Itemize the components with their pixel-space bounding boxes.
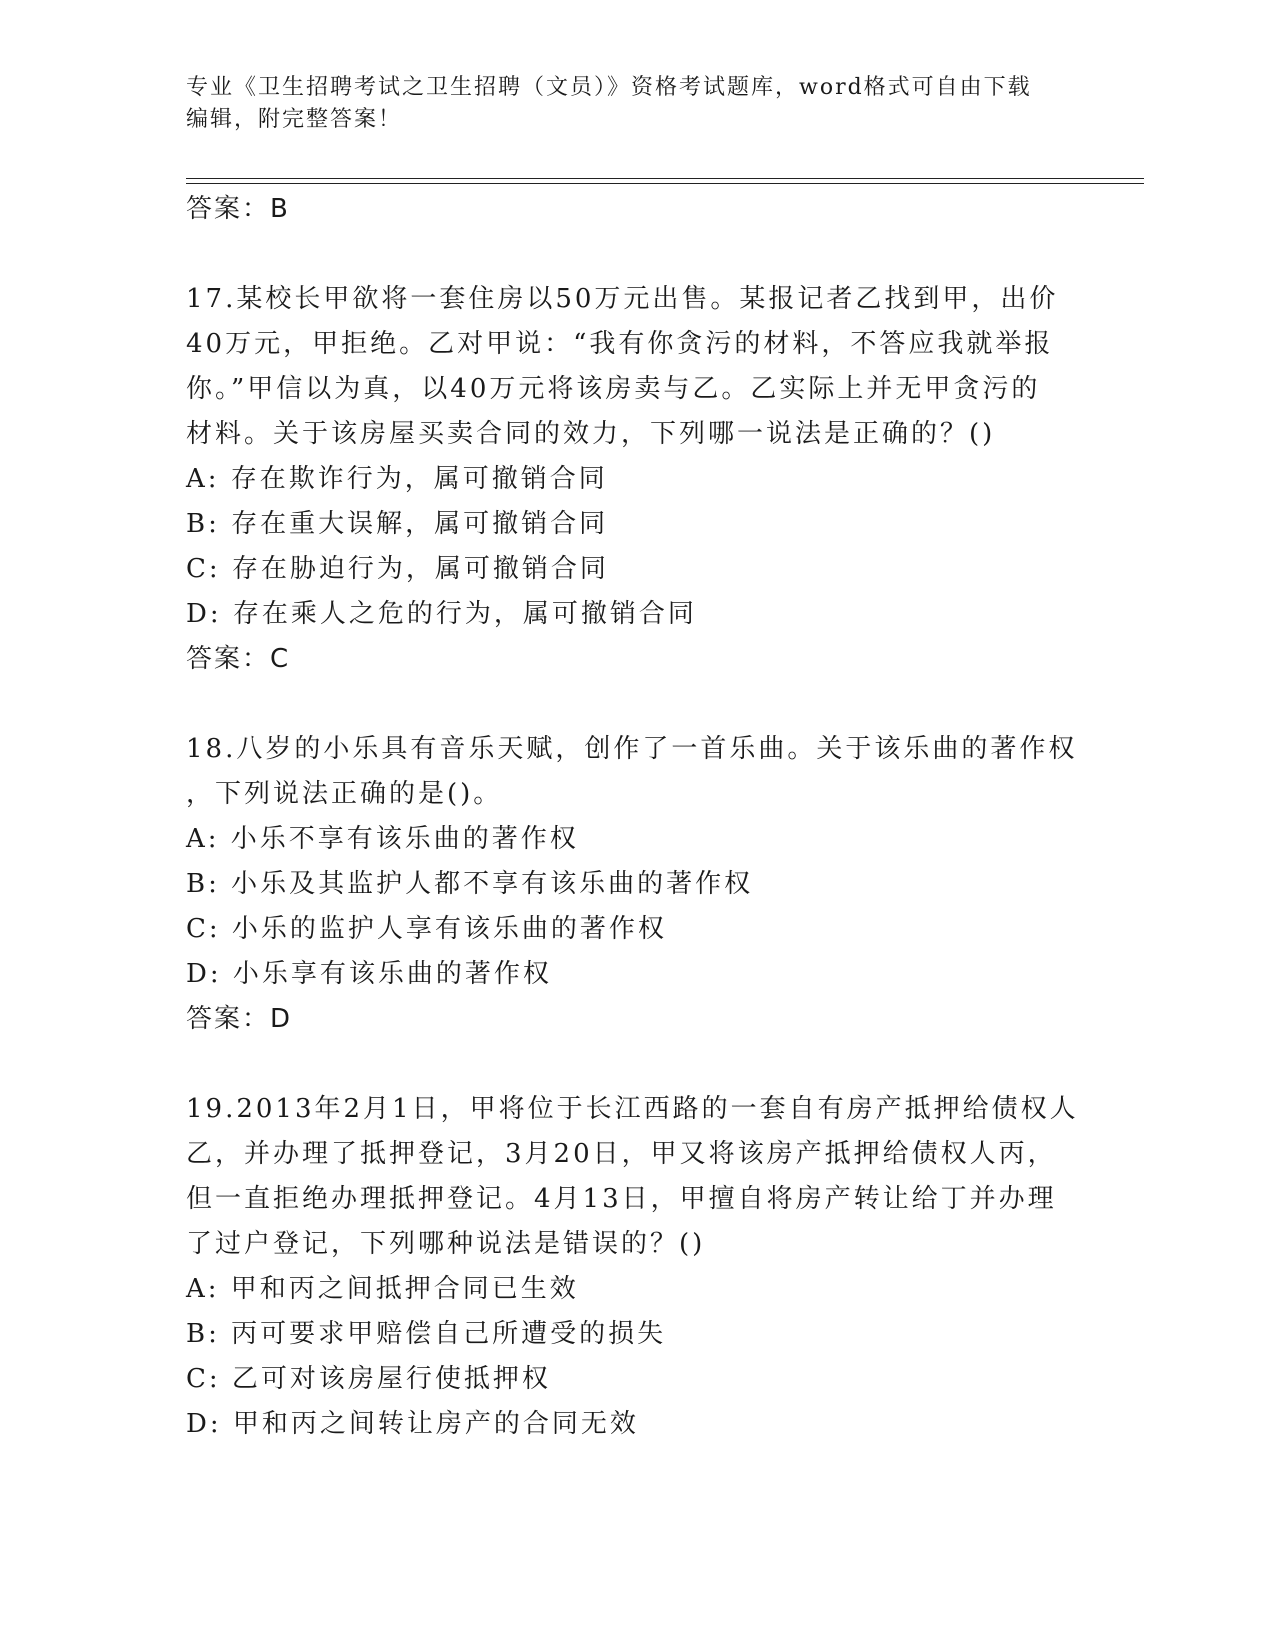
question-17-line-4: 材料。关于该房屋买卖合同的效力，下列哪一说法是正确的？()	[186, 419, 996, 449]
answer-previous: 答案：B	[186, 194, 290, 224]
header-line-2: 编辑，附完整答案！	[186, 107, 403, 132]
header-divider-bottom	[186, 183, 1144, 184]
question-18-option-c: C: 小乐的监护人享有该乐曲的著作权	[186, 914, 667, 944]
question-18-option-d: D: 小乐享有该乐曲的著作权	[186, 959, 552, 989]
question-19-option-d: D: 甲和丙之间转让房产的合同无效	[186, 1409, 639, 1439]
question-18	[186, 727, 1086, 1042]
question-17-answer: 答案：C	[186, 644, 291, 674]
question-18-option-a: A: 小乐不享有该乐曲的著作权	[186, 824, 579, 854]
question-17-option-b: B: 存在重大误解，属可撤销合同	[186, 509, 609, 539]
question-19-option-b: B: 丙可要求甲赔偿自己所遭受的损失	[186, 1319, 667, 1349]
question-19-line-3: 但一直拒绝办理抵押登记。4月13日，甲擅自将房产转让给丁并办理	[186, 1184, 1057, 1214]
header-divider-top	[186, 178, 1144, 179]
question-17-line-1: 17.某校长甲欲将一套住房以50万元出售。某报记者乙找到甲，出价	[186, 284, 1059, 314]
question-17-option-d: D: 存在乘人之危的行为，属可撤销合同	[186, 599, 697, 629]
question-18-line-1: 18.八岁的小乐具有音乐天赋，创作了一首乐曲。关于该乐曲的著作权	[186, 734, 1078, 764]
question-19-option-a: A: 甲和丙之间抵押合同已生效	[186, 1274, 579, 1304]
question-19-line-2: 乙，并办理了抵押登记，3月20日，甲又将该房产抵押给债权人丙，	[186, 1139, 1057, 1169]
question-18-line-2: ，下列说法正确的是()。	[186, 779, 503, 809]
header-line-1: 专业《卫生招聘考试之卫生招聘（文员）》资格考试题库，word格式可自由下载	[186, 75, 1032, 100]
question-17-option-a: A: 存在欺诈行为，属可撤销合同	[186, 464, 608, 494]
question-content	[186, 187, 1086, 1447]
question-19	[186, 1087, 1086, 1447]
question-17-option-c: C: 存在胁迫行为，属可撤销合同	[186, 554, 609, 584]
spacer	[186, 232, 1086, 277]
question-19-line-4: 了过户登记，下列哪种说法是错误的？()	[186, 1229, 706, 1259]
question-19-line-1: 19.2013年2月1日，甲将位于长江西路的一套自有房产抵押给债权人	[186, 1094, 1079, 1124]
question-17-line-3: 你。”甲信以为真，以40万元将该房卖与乙。乙实际上并无甲贪污的	[186, 374, 1041, 404]
spacer	[186, 1042, 1086, 1087]
question-19-option-c: C: 乙可对该房屋行使抵押权	[186, 1364, 551, 1394]
question-17-line-2: 40万元，甲拒绝。乙对甲说：“我有你贪污的材料，不答应我就举报	[186, 329, 1054, 359]
question-18-option-b: B: 小乐及其监护人都不享有该乐曲的著作权	[186, 869, 754, 899]
question-18-answer: 答案：D	[186, 1004, 293, 1034]
spacer	[186, 682, 1086, 727]
question-17	[186, 277, 1086, 682]
page-header	[186, 72, 1066, 136]
